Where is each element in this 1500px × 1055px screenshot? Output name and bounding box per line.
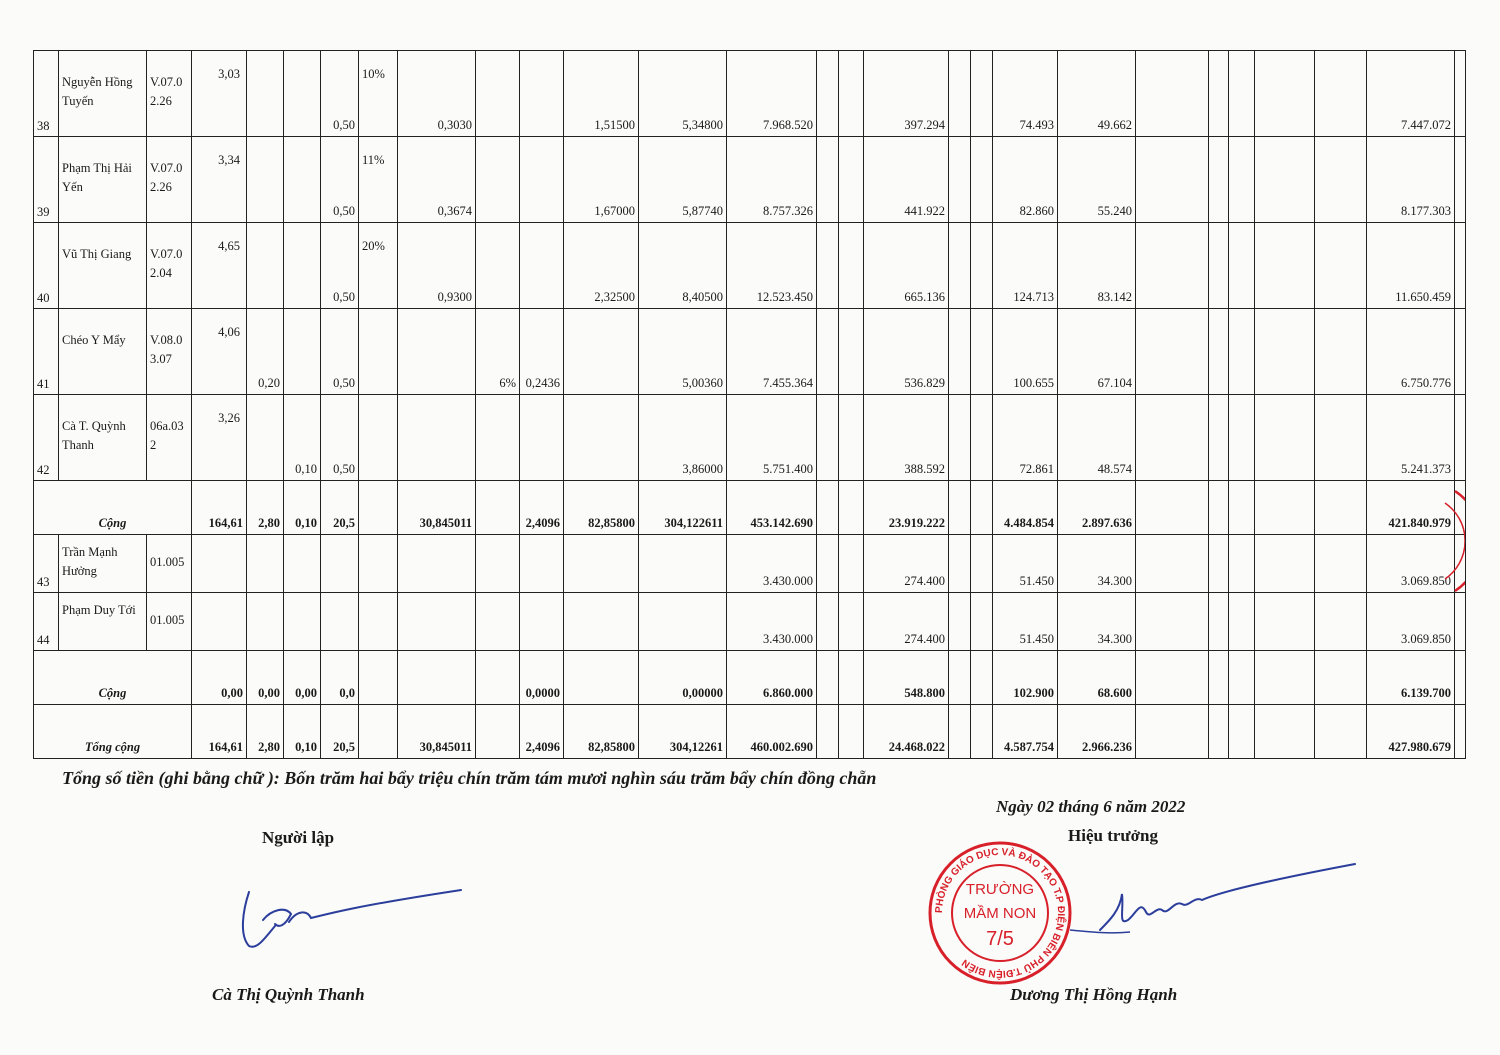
sum-blank [1455, 651, 1466, 705]
column-26 [1455, 223, 1466, 309]
blank-cell [284, 535, 321, 593]
sum-column-18: 102.900 [993, 651, 1058, 705]
seniority-value [398, 395, 476, 481]
blank-cell [817, 535, 839, 593]
blank-cell [1136, 593, 1209, 651]
sum-column-10: 82,85800 [564, 481, 639, 535]
coefficient: 3,34 [192, 137, 247, 223]
blank-cell [476, 593, 520, 651]
blank-cell [817, 593, 839, 651]
sum-blank [1229, 651, 1255, 705]
blank-cell [359, 535, 398, 593]
column-10: 1,51500 [564, 51, 639, 137]
column-19: 55.240 [1058, 137, 1136, 223]
blank-cell [839, 535, 864, 593]
blank-cell [1315, 535, 1367, 593]
column-11: 5,34800 [639, 51, 727, 137]
sum-responsibility: 0,0000 [520, 651, 564, 705]
row-index: 42 [34, 395, 59, 481]
blank-cell [1229, 535, 1255, 593]
blank-cell [949, 535, 971, 593]
employee-name: Chéo Y Mẩy [59, 309, 147, 395]
rank-code: 06a.032 [147, 395, 192, 481]
allowance-ud: 0,50 [321, 137, 359, 223]
seniority-percent [359, 395, 398, 481]
blank-cell [1229, 593, 1255, 651]
preparer-title: Người lập [262, 828, 335, 847]
blank-cell [971, 593, 993, 651]
sum-blank [817, 481, 839, 535]
sum-blank [476, 705, 520, 759]
column-19: 34.300 [1058, 593, 1136, 651]
column-24 [1315, 395, 1367, 481]
column-25: 3.069.850 [1367, 535, 1455, 593]
employee-name: Cà T. Quỳnh Thanh [59, 395, 147, 481]
column-16 [949, 309, 971, 395]
sum-blank [1209, 481, 1229, 535]
blank-cell [192, 535, 247, 593]
column-25: 7.447.072 [1367, 51, 1455, 137]
row-label: Cộng [34, 481, 192, 535]
blank-cell [639, 535, 727, 593]
allowance-kv [284, 309, 321, 395]
sum-vk: 2,80 [247, 481, 284, 535]
sum-column-18: 4.587.754 [993, 705, 1058, 759]
sum-column-18: 4.484.854 [993, 481, 1058, 535]
column-23 [1255, 395, 1315, 481]
row-label: Tổng cộng [34, 705, 192, 759]
stamp-line3: 7/5 [986, 928, 1014, 950]
sum-column-11: 304,12261 [639, 705, 727, 759]
sum-blank [1209, 651, 1229, 705]
column-17 [971, 51, 993, 137]
column-17 [971, 395, 993, 481]
column-25: 8.177.303 [1367, 137, 1455, 223]
column-24 [1315, 223, 1367, 309]
sum-kv: 0,10 [284, 481, 321, 535]
sum-blank [971, 705, 993, 759]
blank-cell [1209, 535, 1229, 593]
sum-blank [1136, 651, 1209, 705]
sum-blank [359, 481, 398, 535]
sum-column-25: 6.139.700 [1367, 651, 1455, 705]
subtotal-row-1 [34, 481, 1466, 535]
column-22 [1229, 223, 1255, 309]
seniority-value: 0,9300 [398, 223, 476, 309]
sum-column-25: 427.980.679 [1367, 705, 1455, 759]
table-row [34, 309, 1466, 395]
row-index: 44 [34, 593, 59, 651]
column-14 [839, 395, 864, 481]
allowance-vk: 0,20 [247, 309, 284, 395]
preparer-signature [235, 880, 475, 960]
allowance-ud: 0,50 [321, 223, 359, 309]
column-14 [839, 309, 864, 395]
column-12: 5.751.400 [727, 395, 817, 481]
sum-blank [359, 705, 398, 759]
column-12: 12.523.450 [727, 223, 817, 309]
blank-cell [949, 593, 971, 651]
column-25: 11.650.459 [1367, 223, 1455, 309]
coefficient: 4,65 [192, 223, 247, 309]
column-12: 7.968.520 [727, 51, 817, 137]
column-19: 34.300 [1058, 535, 1136, 593]
partial-stamp [1415, 487, 1465, 597]
column-24 [1315, 137, 1367, 223]
allowance-kv [284, 51, 321, 137]
column-22 [1229, 309, 1255, 395]
sum-blank [1209, 705, 1229, 759]
sum-blank [1315, 651, 1367, 705]
sum-column-25: 421.840.979 [1367, 481, 1455, 535]
column-18: 74.493 [993, 51, 1058, 137]
sum-column-15: 23.919.222 [864, 481, 949, 535]
column-13 [817, 223, 839, 309]
table-row [34, 593, 1466, 651]
rank-code: V.07.02.26 [147, 137, 192, 223]
sum-blank [949, 705, 971, 759]
sum-blank [949, 481, 971, 535]
sum-blank [817, 705, 839, 759]
sum-vk: 0,00 [247, 651, 284, 705]
column-24 [1315, 51, 1367, 137]
coefficient: 3,26 [192, 395, 247, 481]
allowance-ud: 0,50 [321, 309, 359, 395]
principal-name: Dương Thị Hồng Hạnh [1010, 985, 1178, 1004]
column-12: 3.430.000 [727, 535, 817, 593]
sum-column-12: 460.002.690 [727, 705, 817, 759]
column-10 [564, 309, 639, 395]
responsibility-percent [476, 51, 520, 137]
column-20 [1136, 309, 1209, 395]
column-18: 82.860 [993, 137, 1058, 223]
column-22 [1229, 395, 1255, 481]
column-25: 5.241.373 [1367, 395, 1455, 481]
responsibility-value [520, 395, 564, 481]
column-21 [1209, 137, 1229, 223]
column-13 [817, 395, 839, 481]
table-row [34, 137, 1466, 223]
seniority-percent: 10% [359, 51, 398, 137]
employee-name: Trần Mạnh Hưởng [59, 535, 147, 593]
blank-cell [284, 593, 321, 651]
column-21 [1209, 51, 1229, 137]
column-16 [949, 223, 971, 309]
sum-blank [839, 651, 864, 705]
column-18: 51.450 [993, 535, 1058, 593]
row-index: 41 [34, 309, 59, 395]
stamp-line1: TRƯỜNG [965, 881, 1035, 898]
responsibility-percent [476, 223, 520, 309]
column-18: 100.655 [993, 309, 1058, 395]
responsibility-value [520, 137, 564, 223]
column-26 [1455, 137, 1466, 223]
allowance-kv [284, 137, 321, 223]
employee-name: Nguyễn Hồng Tuyến [59, 51, 147, 137]
column-14 [839, 137, 864, 223]
column-23 [1255, 137, 1315, 223]
sum-ud: 0,0 [321, 651, 359, 705]
blank-cell [247, 593, 284, 651]
coefficient: 4,06 [192, 309, 247, 395]
column-25: 3.069.850 [1367, 593, 1455, 651]
sum-responsibility: 2,4096 [520, 705, 564, 759]
stamp-line2: MẦM NON [963, 905, 1037, 922]
table-row [34, 535, 1466, 593]
column-17 [971, 223, 993, 309]
employee-name: Phạm Duy Tới [59, 593, 147, 651]
sum-seniority: 30,845011 [398, 705, 476, 759]
column-19: 83.142 [1058, 223, 1136, 309]
principal-title: Hiệu trưởng [1068, 826, 1158, 845]
column-12: 8.757.326 [727, 137, 817, 223]
sum-blank [1455, 705, 1466, 759]
blank-cell [639, 593, 727, 651]
sum-blank [971, 481, 993, 535]
stamp-ring-text: PHÒNG GIÁO DỤC VÀ ĐÀO TẠO T.P ĐIỆN BIÊN PHỦ T.ĐIỆN BIÊN [933, 846, 1067, 980]
row-index: 40 [34, 223, 59, 309]
seniority-percent: 20% [359, 223, 398, 309]
allowance-vk [247, 223, 284, 309]
sum-coefficient: 0,00 [192, 651, 247, 705]
column-20 [1136, 223, 1209, 309]
subtotal-row-2 [34, 651, 1466, 705]
sum-blank [1315, 481, 1367, 535]
blank-cell [1455, 593, 1466, 651]
rank-code: V.07.02.04 [147, 223, 192, 309]
column-12: 3.430.000 [727, 593, 817, 651]
column-13 [817, 137, 839, 223]
column-13 [817, 309, 839, 395]
blank-cell [564, 535, 639, 593]
column-23 [1255, 51, 1315, 137]
principal-signature [1070, 860, 1360, 950]
column-17 [971, 137, 993, 223]
column-25: 6.750.776 [1367, 309, 1455, 395]
sum-column-10 [564, 651, 639, 705]
payroll-table [33, 50, 1466, 759]
column-20 [1136, 137, 1209, 223]
grand-total-row [34, 705, 1466, 759]
sum-seniority: 30,845011 [398, 481, 476, 535]
sum-blank [1255, 481, 1315, 535]
blank-cell [971, 535, 993, 593]
coefficient: 3,03 [192, 51, 247, 137]
column-15: 441.922 [864, 137, 949, 223]
date-line: Ngày 02 tháng 6 năm 2022 [996, 797, 1186, 816]
rank-code: 01.005 [147, 593, 192, 651]
rank-code: V.08.03.07 [147, 309, 192, 395]
column-10: 2,32500 [564, 223, 639, 309]
column-16 [949, 395, 971, 481]
sum-blank [839, 481, 864, 535]
sum-column-19: 2.966.236 [1058, 705, 1136, 759]
sum-column-19: 68.600 [1058, 651, 1136, 705]
column-11: 5,87740 [639, 137, 727, 223]
column-14 [839, 223, 864, 309]
responsibility-value: 0,2436 [520, 309, 564, 395]
seniority-value: 0,3030 [398, 51, 476, 137]
school-stamp [925, 838, 1075, 988]
blank-cell [247, 535, 284, 593]
blank-cell [321, 535, 359, 593]
column-18: 72.861 [993, 395, 1058, 481]
column-15: 274.400 [864, 593, 949, 651]
column-10 [564, 395, 639, 481]
column-11: 3,86000 [639, 395, 727, 481]
column-15: 536.829 [864, 309, 949, 395]
sum-vk: 2,80 [247, 705, 284, 759]
column-21 [1209, 223, 1229, 309]
row-label: Cộng [34, 651, 192, 705]
allowance-kv [284, 223, 321, 309]
seniority-value [398, 309, 476, 395]
blank-cell [1209, 593, 1229, 651]
sum-blank [476, 651, 520, 705]
column-16 [949, 51, 971, 137]
responsibility-percent [476, 137, 520, 223]
preparer-name: Cà Thị Quỳnh Thanh [212, 985, 365, 1004]
sum-blank [476, 481, 520, 535]
blank-cell [476, 535, 520, 593]
column-13 [817, 51, 839, 137]
column-19: 48.574 [1058, 395, 1136, 481]
column-11: 8,40500 [639, 223, 727, 309]
column-15: 397.294 [864, 51, 949, 137]
column-26 [1455, 309, 1466, 395]
blank-cell [1315, 593, 1367, 651]
sum-blank [949, 651, 971, 705]
sum-column-15: 24.468.022 [864, 705, 949, 759]
responsibility-value [520, 51, 564, 137]
allowance-vk [247, 137, 284, 223]
column-21 [1209, 309, 1229, 395]
sum-blank [1229, 705, 1255, 759]
sum-blank [1315, 705, 1367, 759]
column-22 [1229, 137, 1255, 223]
column-23 [1255, 309, 1315, 395]
row-index: 39 [34, 137, 59, 223]
sum-column-12: 453.142.690 [727, 481, 817, 535]
sum-blank [1255, 705, 1315, 759]
table-row [34, 223, 1466, 309]
sum-blank [817, 651, 839, 705]
column-19: 49.662 [1058, 51, 1136, 137]
sum-blank [1136, 705, 1209, 759]
sum-blank [971, 651, 993, 705]
column-15: 665.136 [864, 223, 949, 309]
sum-blank [1255, 651, 1315, 705]
blank-cell [839, 593, 864, 651]
sum-kv: 0,00 [284, 651, 321, 705]
blank-cell [398, 593, 476, 651]
sum-column-15: 548.800 [864, 651, 949, 705]
seniority-percent: 11% [359, 137, 398, 223]
sum-coefficient: 164,61 [192, 705, 247, 759]
allowance-ud: 0,50 [321, 51, 359, 137]
allowance-vk [247, 395, 284, 481]
blank-cell [359, 593, 398, 651]
blank-cell [1255, 535, 1315, 593]
column-18: 124.713 [993, 223, 1058, 309]
sum-ud: 20,5 [321, 705, 359, 759]
column-16 [949, 137, 971, 223]
blank-cell [520, 593, 564, 651]
row-index: 38 [34, 51, 59, 137]
table-row [34, 395, 1466, 481]
sum-blank [359, 651, 398, 705]
sum-blank [1229, 481, 1255, 535]
column-24 [1315, 309, 1367, 395]
column-14 [839, 51, 864, 137]
column-19: 67.104 [1058, 309, 1136, 395]
blank-cell [520, 535, 564, 593]
sum-coefficient: 164,61 [192, 481, 247, 535]
row-index: 43 [34, 535, 59, 593]
responsibility-value [520, 223, 564, 309]
blank-cell [1136, 535, 1209, 593]
sum-kv: 0,10 [284, 705, 321, 759]
column-21 [1209, 395, 1229, 481]
amount-in-words: Tổng số tiền (ghi bằng chữ ): Bốn trăm hai bẩy triệu chín trăm tám mươi nghìn sáu trăm bẩy chín đồng chẵn [62, 768, 877, 788]
blank-cell [564, 593, 639, 651]
seniority-percent [359, 309, 398, 395]
allowance-vk [247, 51, 284, 137]
employee-name: Vũ Thị Giang [59, 223, 147, 309]
sum-blank [839, 705, 864, 759]
sum-column-19: 2.897.636 [1058, 481, 1136, 535]
column-15: 388.592 [864, 395, 949, 481]
column-26 [1455, 395, 1466, 481]
rank-code: 01.005 [147, 535, 192, 593]
sum-column-10: 82,85800 [564, 705, 639, 759]
column-20 [1136, 395, 1209, 481]
rank-code: V.07.02.26 [147, 51, 192, 137]
column-18: 51.450 [993, 593, 1058, 651]
blank-cell [1255, 593, 1315, 651]
sum-ud: 20,5 [321, 481, 359, 535]
column-20 [1136, 51, 1209, 137]
sum-seniority [398, 651, 476, 705]
responsibility-percent: 6% [476, 309, 520, 395]
blank-cell [192, 593, 247, 651]
column-26 [1455, 51, 1466, 137]
column-23 [1255, 223, 1315, 309]
allowance-ud: 0,50 [321, 395, 359, 481]
sum-responsibility: 2,4096 [520, 481, 564, 535]
allowance-kv: 0,10 [284, 395, 321, 481]
sum-column-11: 0,00000 [639, 651, 727, 705]
column-17 [971, 309, 993, 395]
responsibility-percent [476, 395, 520, 481]
table-row [34, 51, 1466, 137]
column-11: 5,00360 [639, 309, 727, 395]
column-22 [1229, 51, 1255, 137]
blank-cell [321, 593, 359, 651]
column-15: 274.400 [864, 535, 949, 593]
sum-blank [1136, 481, 1209, 535]
sum-column-11: 304,122611 [639, 481, 727, 535]
column-10: 1,67000 [564, 137, 639, 223]
seniority-value: 0,3674 [398, 137, 476, 223]
blank-cell [398, 535, 476, 593]
employee-name: Phạm Thị Hải Yến [59, 137, 147, 223]
sum-column-12: 6.860.000 [727, 651, 817, 705]
column-12: 7.455.364 [727, 309, 817, 395]
